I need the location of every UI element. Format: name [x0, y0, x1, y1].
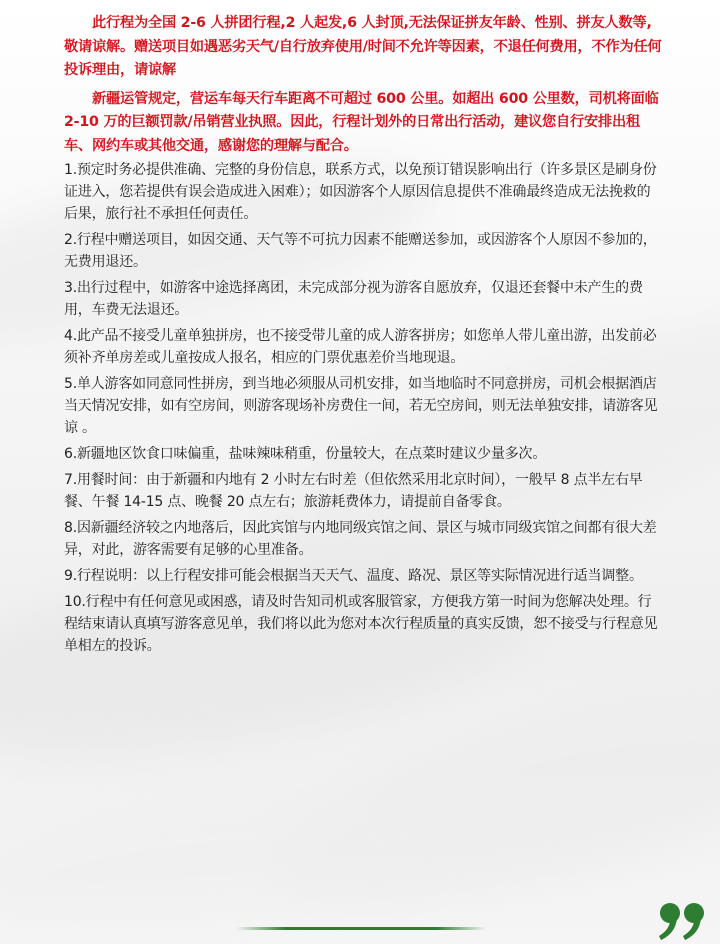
quote-mark-icon	[658, 898, 708, 944]
list-item: 7.用餐时间：由于新疆和内地有 2 小时左右时差（但依然采用北京时间），一般早 8 点半左右早餐、午餐 14-15 点、晚餐 20 点左右；旅游耗费体力，请提前自备零食。	[64, 472, 643, 510]
list-item: 6.新疆地区饮食口味偏重，盐味辣味稍重，份量较大，在点菜时建议少量多次。	[64, 446, 547, 462]
notice-items-list	[64, 159, 664, 657]
list-item: 2.行程中赠送项目，如因交通、天气等不可抗力因素不能赠送参加，或因游客个人原因不参加的，无费用退还。	[64, 232, 657, 270]
list-item: 3.出行过程中，如游客中途选择离团，未完成部分视为游客自愿放弃，仅退还套餐中未产生的费用，车费无法退还。	[64, 280, 643, 318]
list-item: 8.因新疆经济较之内地落后，因此宾馆与内地同级宾馆之间、景区与城市同级宾馆之间都有很大差异，对此，游客需要有足够的心里准备。	[64, 520, 657, 558]
travel-notice-content	[64, 12, 664, 657]
list-item: 9.行程说明：以上行程安排可能会根据当天天气、温度、路况、景区等实际情况进行适当调整。	[64, 568, 643, 584]
list-item: 10.行程中有任何意见或困惑，请及时告知司机或客服管家，方便我方第一时间为您解决处理。行程结束请认真填写游客意见单，我们将以此为您对本次行程质量的真实反馈，恕不接受与行程意见单相左的投诉。	[64, 594, 658, 654]
group-tour-notice: 此行程为全国 2-6 人拼团行程,2 人起发,6 人封顶,无法保证拼友年龄、性别、拼友人数等,敬请谅解。赠送项目如遇恶劣天气/自行放弃使用/时间不允许等因素，不退任何费用，不作为任何投诉理由，请谅解	[64, 15, 662, 78]
list-item: 4.此产品不接受儿童单独拼房，也不接受带儿童的成人游客拼房；如您单人带儿童出游，出发前必须补齐单房差或儿童按成人报名，相应的门票优惠差价当地现退。	[64, 328, 657, 366]
footer-divider	[236, 927, 486, 930]
list-item: 1.预定时务必提供准确、完整的身份信息，联系方式，以免预订错误影响出行（许多景区是刷身份证进入，您若提供有误会造成进入困难）；如因游客个人原因信息提供不准确最终造成无法挽救的后果，旅行社不承担任何责任。	[64, 162, 657, 222]
driving-distance-notice: 新疆运管规定，营运车每天行车距离不可超过 600 公里。如超出 600 公里数，司机将面临 2-10 万的巨额罚款/吊销营业执照。因此，行程计划外的日常出行活动，建议您自行安排出租车、网约车或其他交通，感谢您的理解与配合。	[64, 90, 659, 154]
list-item: 5.单人游客如同意同性拼房，到当地必须服从司机安排，如当地临时不同意拼房，司机会根据酒店当天情况安排，如有空房间，则游客现场补房费住一间，若无空房间，则无法单独安排，请游客见谅 。	[64, 376, 658, 436]
